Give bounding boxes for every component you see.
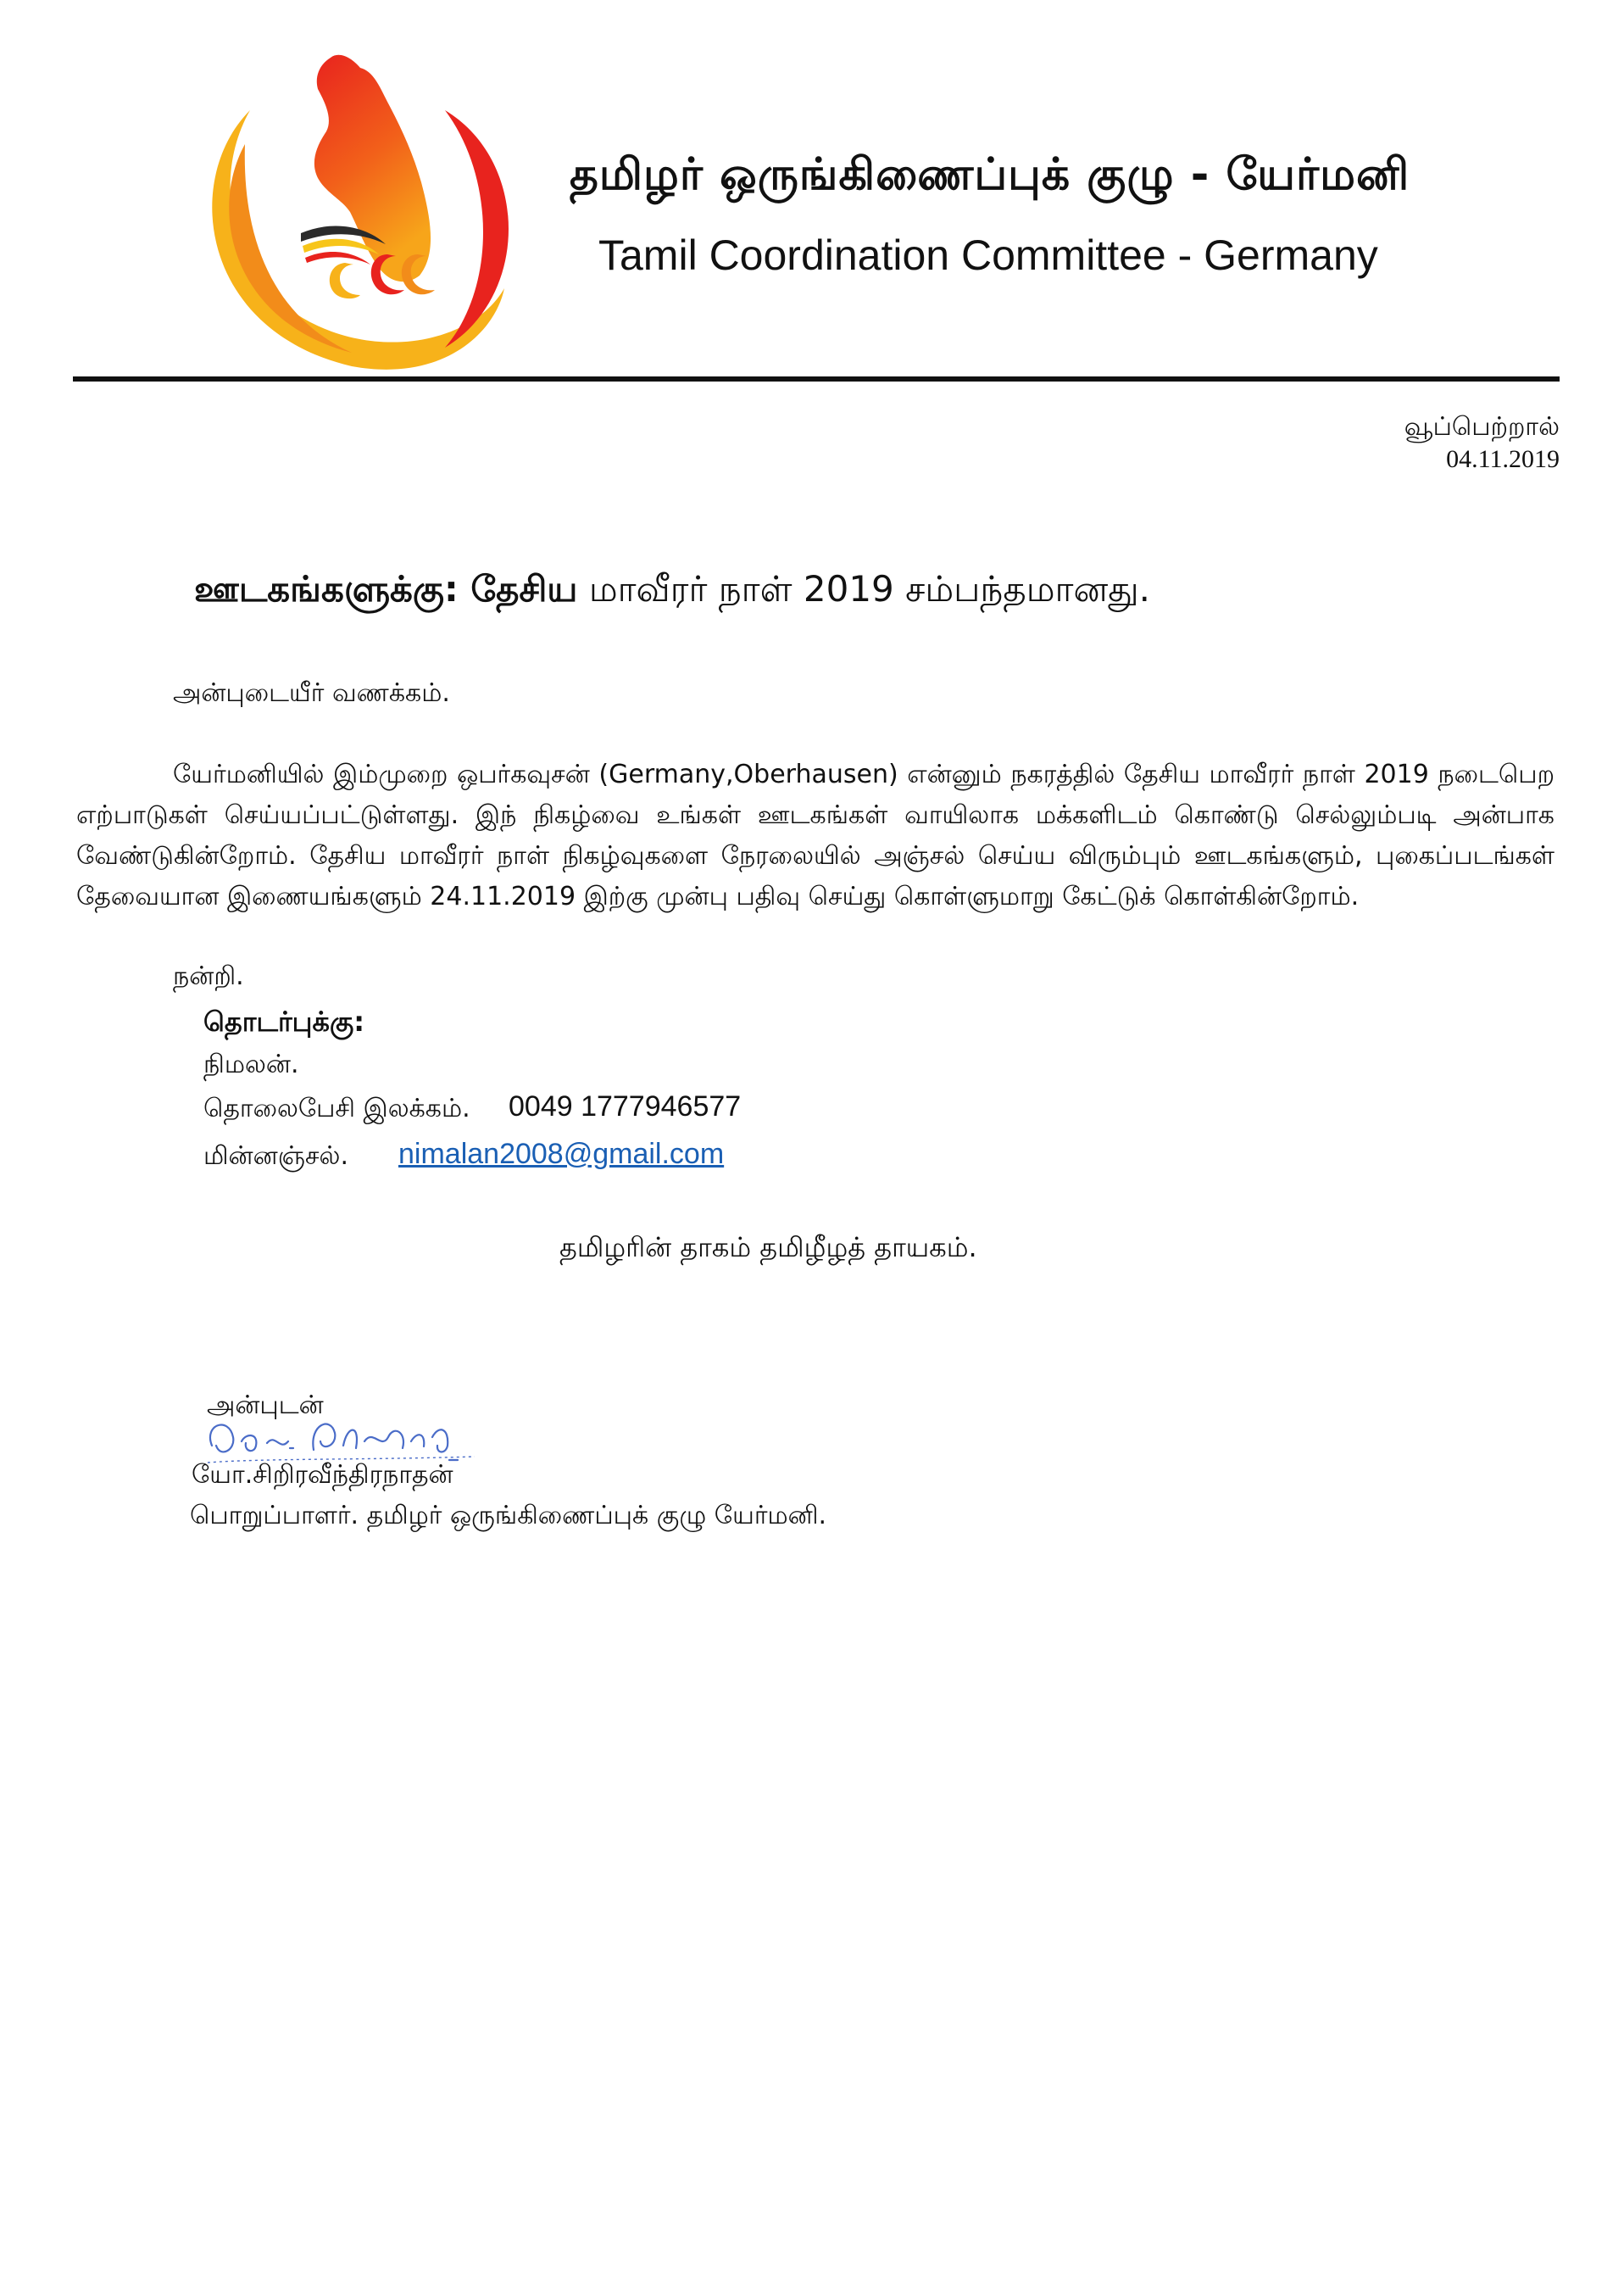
org-name-tamil: தமிழர் ஒருங்கிணைப்புக் குழு - யேர்மனி	[570, 149, 1410, 200]
letter-greeting: அன்புடையீர் வணக்கம்.	[173, 678, 450, 708]
header-divider	[73, 376, 1560, 382]
subject-bold-part: ஊடகங்களுக்கு: தேசிய	[194, 568, 578, 610]
letter-place: வூப்பெற்றால்	[1404, 413, 1560, 441]
letter-thanks: நன்றி.	[173, 961, 244, 991]
letter-closing: அன்புடன்	[207, 1390, 324, 1420]
slogan: தமிழரின் தாகம் தமிழீழத் தாயகம்.	[559, 1231, 977, 1263]
contact-email-label: மின்னஞ்சல்.	[203, 1141, 348, 1171]
signer-title: பொறுப்பாளர். தமிழர் ஒருங்கிணைப்புக் குழு யேர்மனி.	[190, 1501, 827, 1530]
contact-phone-label: தொலைபேசி இலக்கம்.	[203, 1094, 470, 1123]
subject-rest-part: மாவீரர் நாள் 2019 சம்பந்தமானது.	[588, 568, 1150, 610]
contact-heading: தொடர்புக்கு:	[203, 1006, 364, 1038]
signer-name: யோ.சிறிரவீந்திரநாதன்	[192, 1460, 453, 1490]
contact-email-link[interactable]: nimalan2008@gmail.com	[398, 1138, 725, 1170]
letter-subject	[194, 568, 1150, 615]
place-date-block	[1404, 411, 1560, 476]
org-name-english: Tamil Coordination Committee - Germany	[598, 231, 1378, 279]
tcc-logo-icon	[191, 51, 547, 373]
letter-body: யேர்மனியில் இம்முறை ஒபர்கவுசன் (Germany,Oberhausen) என்னும் நகரத்தில் தேசிய மாவீரர் நாள் 2019 நடைபெற எற்பாடுகள் செய்யப்பட்டுள்ளது. இந் நிகழ்வை உங்கள் ஊடகங்கள் வாயிலாக மக்களிடம் கொண்டு செல்லும்படி அன்பாக வேண்டுகின்றோம். தேசிய மாவீரர் நாள் நிகழ்வுகளை நேரலையில் அஞ்சல் செய்ய விரும்பும் ஊடகங்களும், புகைப்படங்கள் தேவையான இணையங்களும் 24.11.2019 இற்கு முன்பு பதிவு செய்து கொள்ளுமாறு கேட்டுக் கொள்கின்றோம்.	[76, 760, 1554, 911]
letter-date: 04.11.2019	[1446, 445, 1560, 473]
contact-name: நிமலன்.	[203, 1050, 299, 1079]
contact-phone: 0049 1777946577	[509, 1090, 742, 1123]
